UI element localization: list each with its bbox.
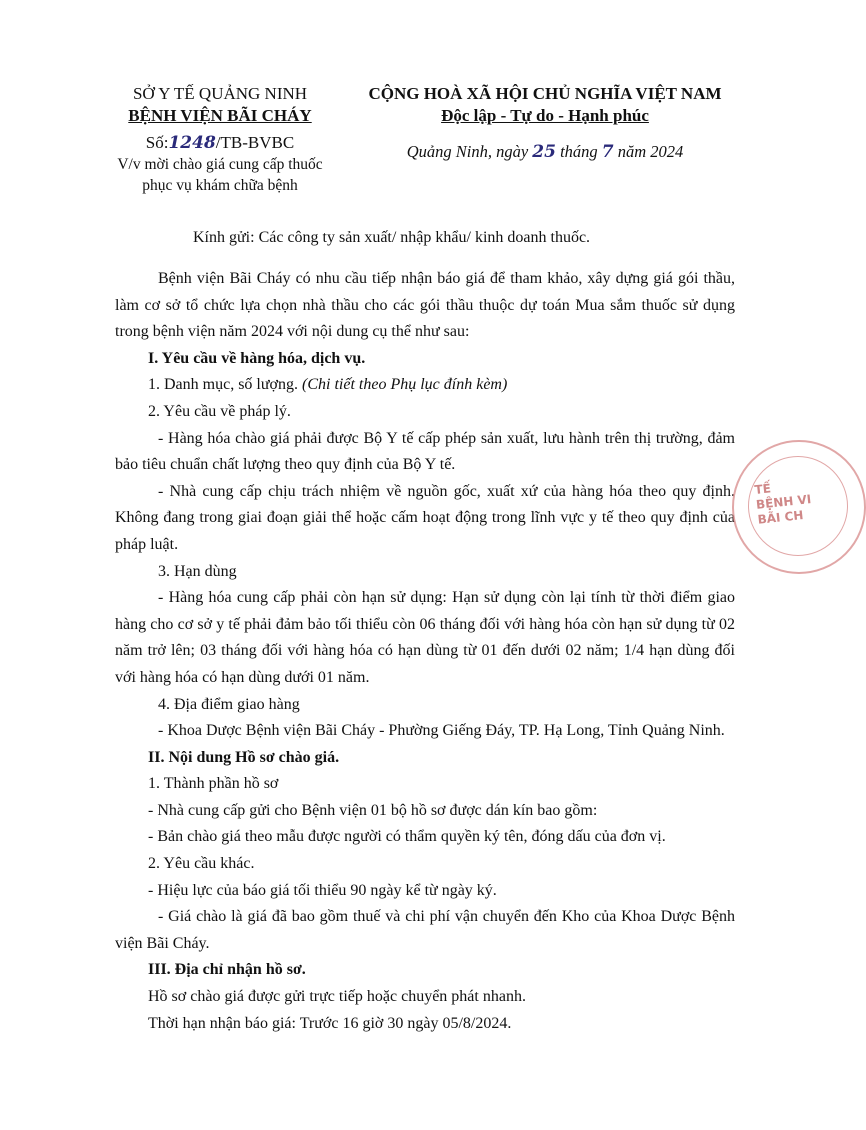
- section-1-item-3-paragraph: - Hàng hóa cung cấp phải còn hạn sử dụng: Hạn sử dụng còn lại tính từ thời điểm giao hàng cho cơ sở y tế phải đảm bảo tối thiểu còn 06 tháng đối với hàng hóa còn hạn sử dụng từ 02 năm trở lên; 03 tháng đối với hàng hóa có hạn dùng từ 01 đến dưới 02 năm; 1/4 hạn dùng đối với hàng hóa có hạn dùng dưới 01 năm.: [115, 589, 735, 686]
- section-2-item-1-label: 1. Thành phần hồ sơ: [148, 775, 279, 793]
- stamp-text: [754, 477, 814, 528]
- recipient-line: Kính gửi: Các công ty sản xuất/ nhập khẩu/ kinh doanh thuốc.: [193, 229, 591, 246]
- stamp-text-line-3: BÃI CH: [756, 508, 805, 527]
- hospital-name: BỆNH VIỆN BÃI CHÁY: [128, 106, 312, 125]
- section-1-item-3-label: 3. Hạn dùng: [158, 562, 237, 580]
- doc-number-prefix: Số:: [145, 133, 169, 152]
- month-handwritten: 7: [601, 142, 614, 162]
- section-1-item-2-label: 2. Yêu cầu về pháp lý.: [148, 402, 291, 420]
- section-1-item-2-paragraph-1: - Hàng hóa chào giá phải được Bộ Y tế cấp phép sản xuất, lưu hành trên thị trường, đảm bảo tiêu chuẩn chất lượng theo quy định của Bộ Y tế.: [115, 429, 735, 474]
- item-note: (Chi tiết theo Phụ lục đính kèm): [302, 376, 508, 394]
- section-3-heading: III. Địa chỉ nhận hồ sơ.: [148, 961, 306, 979]
- header-left: [90, 83, 350, 196]
- section-2-item-2-paragraph-2: - Giá chào là giá đã bao gồm thuế và chi phí vận chuyển đến Kho của Khoa Dược Bệnh viện Bãi Cháy.: [115, 908, 735, 952]
- document-number: [90, 132, 350, 154]
- section-2-heading: II. Nội dung Hồ sơ chào giá.: [148, 748, 340, 766]
- month-label: tháng: [560, 142, 598, 161]
- intro-paragraph: Bệnh viện Bãi Cháy có nhu cầu tiếp nhận báo giá để tham khảo, xây dựng giá gói thầu, làm cơ sở tổ chức lựa chọn nhà thầu cho các gói thầu thuộc dự toán Mua sắm thuốc sử dụng trong bệnh viện năm 2024 với nội dung cụ thể như sau:: [115, 270, 735, 341]
- header-right: [355, 83, 735, 163]
- year-label: năm 2024: [617, 142, 684, 161]
- org-name: SỞ Y TẾ QUẢNG NINH: [132, 84, 308, 103]
- doc-number-suffix: /TB-BVBC: [215, 133, 295, 152]
- national-motto: Độc lập - Tự do - Hạnh phúc: [441, 106, 649, 125]
- section-1-item-1: [115, 372, 735, 399]
- doc-number-handwritten: 1248: [168, 133, 216, 153]
- section-2-item-1-paragraph-2: - Bản chào giá theo mẫu được người có thẩm quyền ký tên, đóng dấu của đơn vị.: [148, 828, 666, 846]
- section-1-item-4-label: 4. Địa điểm giao hàng: [158, 695, 300, 713]
- item-label: 1. Danh mục, số lượng.: [148, 376, 299, 394]
- subject-line-2: phục vụ khám chữa bệnh: [142, 177, 298, 194]
- section-3-paragraph-1: Hồ sơ chào giá được gửi trực tiếp hoặc chuyển phát nhanh.: [148, 988, 526, 1006]
- country-name: CỘNG HOÀ XÃ HỘI CHỦ NGHĨA VIỆT NAM: [368, 84, 722, 103]
- section-1-item-4-paragraph: - Khoa Dược Bệnh viện Bãi Cháy - Phường Giếng Đáy, TP. Hạ Long, Tỉnh Quảng Ninh.: [158, 722, 725, 740]
- day-handwritten: 25: [532, 142, 556, 162]
- stamp-text-line-1: TẾ: [753, 481, 772, 497]
- section-2-item-2-paragraph-1: - Hiệu lực của báo giá tối thiểu 90 ngày kể từ ngày ký.: [148, 881, 497, 899]
- official-stamp: [732, 440, 866, 574]
- place-date: [355, 141, 735, 163]
- section-1-item-2-paragraph-2: - Nhà cung cấp chịu trách nhiệm về nguồn gốc, xuất xứ của hàng hóa theo quy định. Không đang trong giai đoạn giải thể hoặc cấm hoạt động trong lĩnh vực y tế theo quy định của pháp luật.: [115, 482, 735, 553]
- section-2-item-2-label: 2. Yêu cầu khác.: [148, 855, 255, 873]
- place-date-prefix: Quảng Ninh, ngày: [406, 142, 529, 161]
- subject-line-1: V/v mời chào giá cung cấp thuốc: [117, 156, 323, 173]
- section-2-item-1-paragraph-1: - Nhà cung cấp gửi cho Bệnh viện 01 bộ hồ sơ được dán kín bao gồm:: [148, 801, 598, 819]
- stamp-text-line-2: BỆNH VI: [755, 492, 812, 512]
- section-1-heading: I. Yêu cầu về hàng hóa, dịch vụ.: [148, 349, 366, 367]
- document-body: [115, 266, 735, 1037]
- section-3-paragraph-2: Thời hạn nhận báo giá: Trước 16 giờ 30 ngày 05/8/2024.: [148, 1014, 512, 1032]
